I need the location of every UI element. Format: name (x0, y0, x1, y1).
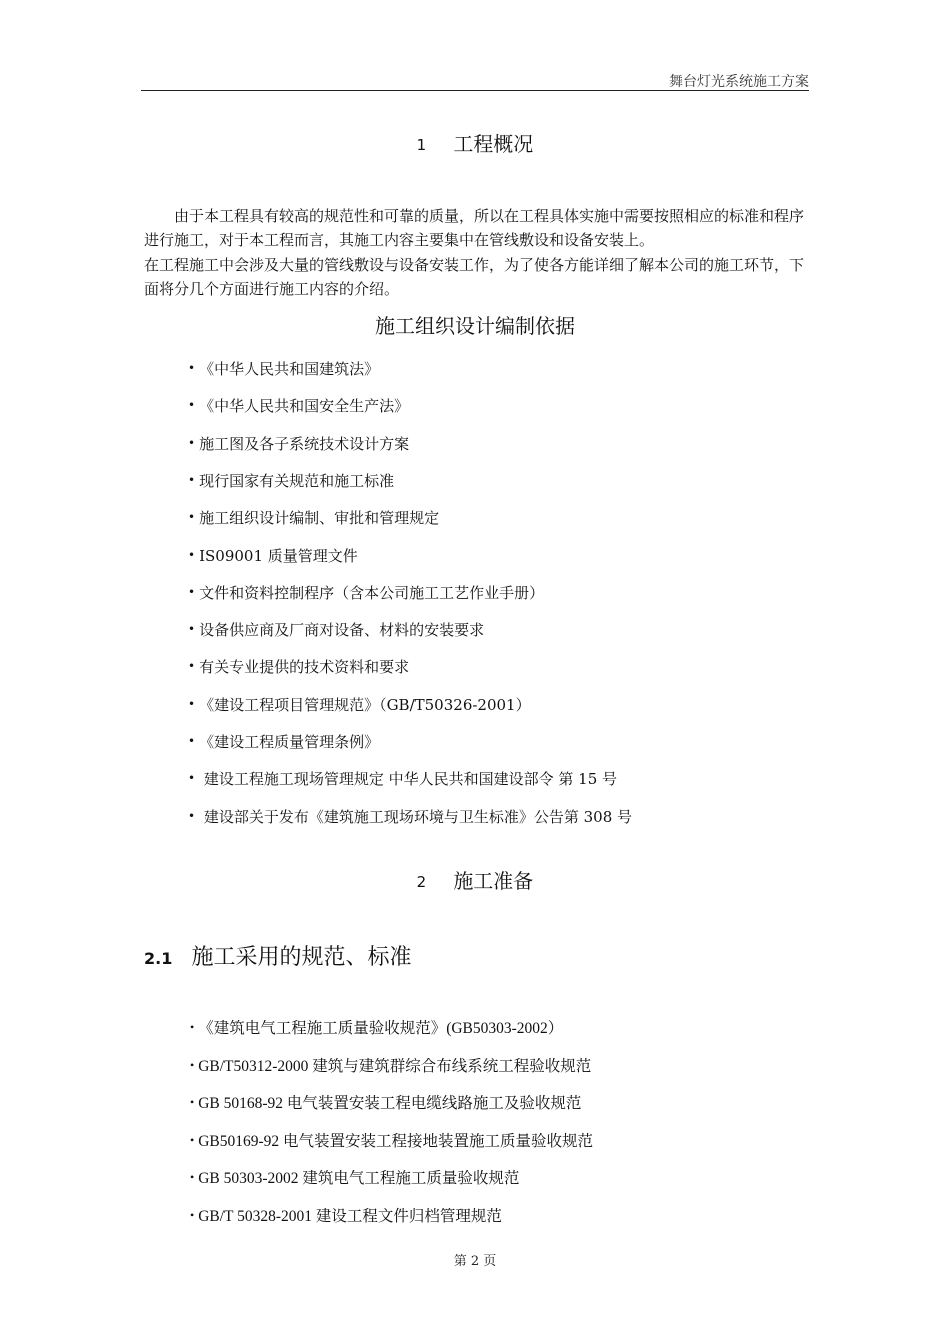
bullet-icon: • (190, 1207, 195, 1222)
list-item-text: 《建设工程质量管理条例》 (199, 733, 380, 751)
list-item (190, 1054, 591, 1076)
section-1-title: 工程概况 (453, 132, 534, 156)
list-item (188, 582, 544, 603)
section-1-heading (0, 128, 950, 157)
bullet-icon: • (188, 734, 196, 748)
list-item-text: IS09001 质量管理文件 (199, 546, 358, 565)
bullet-icon: • (188, 472, 196, 487)
list-item-text: 设备供应商及厂商对设备、材料的安装要求 (199, 621, 485, 640)
list-item-text: 《建筑电气工程施工质量验收规范》(GB50303-2002） (198, 1020, 564, 1037)
section-2-title: 施工准备 (453, 869, 534, 893)
section-2-number: 2 (416, 873, 427, 891)
list-item-text: GB50169-92 电气装置安装工程接地装置施工质量验收规范 (198, 1132, 594, 1150)
list-item (188, 358, 379, 379)
bullet-icon: • (188, 808, 196, 823)
section-2-heading (0, 865, 950, 894)
header-title: 舞台灯光系统施工方案 (669, 74, 809, 90)
bullet-icon: • (188, 547, 196, 562)
bullet-icon: • (188, 622, 196, 637)
bullet-icon: • (188, 398, 196, 413)
list-item (190, 1204, 502, 1226)
list-item-text: 现行国家有关规范和施工标准 (199, 471, 395, 490)
list-item (188, 507, 439, 528)
list-item (188, 694, 531, 715)
bullet-icon: • (190, 1170, 195, 1184)
bullet-icon: • (188, 659, 196, 674)
list-item-text: GB/T 50328-2001 建设工程文件归档管理规范 (198, 1207, 502, 1225)
list-item (188, 470, 394, 491)
intro-paragraph-1: 由于本工程具有较高的规范性和可靠的质量，所以在工程具体实施中需要按照相应的标准和程序进行施工，对于本工程而言，其施工内容主要集中在管线敷设和设备安装上。 (144, 207, 805, 249)
subsection-2-1-title: 施工采用的规范、标准 (191, 945, 412, 970)
list-item-text: GB/T50312-2000 建筑与建筑群综合布线系统工程验收规范 (198, 1057, 592, 1075)
bullet-icon: • (190, 1020, 195, 1034)
section-1-number: 1 (416, 136, 427, 154)
list-item (188, 545, 358, 566)
bullet-icon: • (190, 1132, 195, 1147)
bullet-icon: • (188, 510, 196, 525)
bullet-icon: • (188, 696, 196, 711)
subsection-2-1-heading (144, 940, 411, 971)
list-item (188, 731, 379, 752)
bullet-icon: • (188, 361, 196, 375)
list-item (188, 768, 617, 789)
list-item-text: 建设部关于发布《建筑施工现场环境与卫生标准》公告第 308 号 (199, 807, 633, 826)
list-item (188, 656, 409, 677)
list-item (190, 1016, 563, 1038)
bullet-icon: • (188, 435, 196, 450)
subsection-2-1-number: 2.1 (144, 949, 173, 968)
bullet-icon: • (190, 1095, 195, 1109)
intro-paragraph-2: 在工程施工中会涉及大量的管线敷设与设备安装工作，为了使各方能详细了解本公司的施工环节，下面将分几个方面进行施工内容的介绍。 (144, 256, 805, 298)
list-item (188, 433, 409, 454)
list-item-text: 施工图及各子系统技术设计方案 (199, 434, 410, 453)
basis-heading: 施工组织设计编制依据 (375, 314, 575, 338)
list-item (190, 1091, 581, 1113)
list-item-text: 施工组织设计编制、审批和管理规定 (199, 509, 440, 528)
list-item-text: 建设工程施工现场管理规定 中华人民共和国建设部令 第 15 号 (199, 770, 618, 789)
list-item-text: 有关专业提供的技术资料和要求 (199, 658, 410, 677)
bullet-icon: • (188, 771, 196, 786)
bullet-icon: • (188, 584, 196, 599)
list-item-text: GB 50168-92 电气装置安装工程电缆线路施工及验收规范 (198, 1095, 582, 1112)
list-item (188, 619, 484, 640)
list-item-text: GB 50303-2002 建筑电气工程施工质量验收规范 (198, 1170, 520, 1187)
list-item (190, 1129, 593, 1151)
bullet-icon: • (190, 1057, 195, 1072)
list-item-text: 《建设工程项目管理规范》（GB/T50326-2001） (199, 695, 531, 714)
list-item (188, 395, 409, 416)
list-item-text: 文件和资料控制程序（含本公司施工工艺作业手册） (199, 583, 545, 602)
page-number: 第 2 页 (453, 1254, 497, 1269)
list-item-text: 《中华人民共和国建筑法》 (199, 360, 380, 378)
list-item (190, 1166, 519, 1188)
list-item-text: 《中华人民共和国安全生产法》 (199, 397, 410, 416)
list-item (188, 806, 632, 827)
page-header (141, 68, 809, 91)
